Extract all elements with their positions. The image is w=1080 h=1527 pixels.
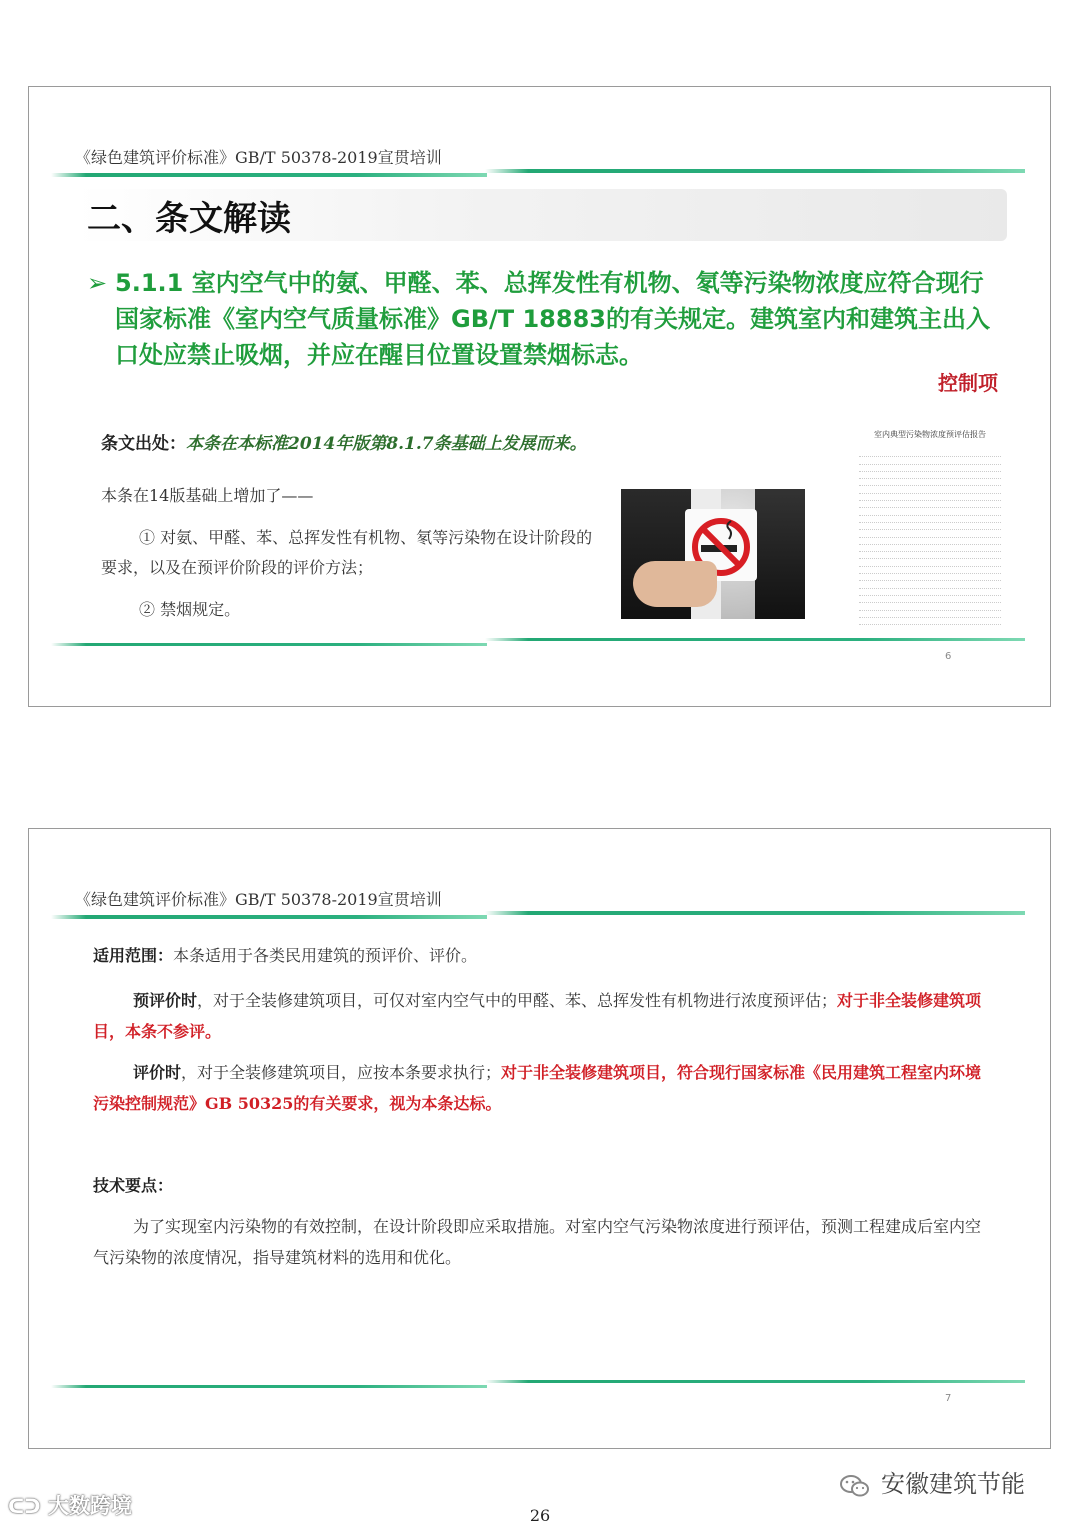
origin-label: 条文出处： xyxy=(101,434,186,454)
hand-shape xyxy=(633,561,717,607)
report-toc-line xyxy=(859,486,1001,493)
footer-rule-right xyxy=(485,638,1025,641)
added-item-2: ② 禁烟规定。 xyxy=(139,600,241,619)
header-rule-left xyxy=(51,173,487,177)
report-toc-line xyxy=(859,472,1001,479)
report-toc-line xyxy=(859,465,1001,472)
footer-rule-left xyxy=(51,643,487,646)
slide-page-number: 7 xyxy=(945,1393,952,1404)
slide-header: 《绿色建筑评价标准》GB/T 50378-2019宣贯培训 xyxy=(75,148,442,167)
suit-shape-right xyxy=(755,489,805,619)
slide-header: 《绿色建筑评价标准》GB/T 50378-2019宣贯培训 xyxy=(75,890,442,909)
tech-label: 技术要点： xyxy=(93,1176,174,1195)
evaluation-paragraph xyxy=(93,1057,993,1119)
report-toc-line xyxy=(859,538,1001,545)
eval-red-text: 对于非全装修建筑项目，符合现行国家标准《民用建筑工程室内环境污染控制规范》GB 50325的有关要求，视为本条达标。 xyxy=(93,1063,982,1113)
wechat-icon xyxy=(840,1473,877,1498)
report-toc-line xyxy=(859,450,1001,457)
report-toc-line xyxy=(859,589,1001,596)
scope-text: 本条适用于各类民用建筑的预评价、评价。 xyxy=(173,946,478,965)
bullet-arrow-icon: ➢ xyxy=(87,269,108,297)
header-rule-right xyxy=(485,169,1025,173)
report-toc-line xyxy=(859,596,1001,603)
report-toc-line xyxy=(859,545,1001,552)
report-toc-line xyxy=(859,552,1001,559)
watermark-logo-icon: ᑕᑐ xyxy=(8,1494,41,1518)
report-toc-line xyxy=(859,611,1001,618)
report-toc-line xyxy=(859,479,1001,486)
pre-eval-red-text: 对于非全装修建筑项目，本条不参评。 xyxy=(93,991,982,1041)
pre-eval-label: 预评价时 xyxy=(133,991,198,1010)
eval-label: 评价时 xyxy=(133,1063,182,1082)
footer-rule-left xyxy=(51,1385,487,1388)
section-title: 二、条文解读 xyxy=(87,199,291,239)
report-toc-line xyxy=(859,457,1001,464)
clause-text: 5.1.1 室内空气中的氨、甲醛、苯、总挥发性有机物、氡等污染物浓度应符合现行国家标准《室内空气质量标准》GB/T 18883的有关规定。建筑室内和建筑主出入口处应禁止吸烟，并应在醒目位置设置禁烟标志。 xyxy=(115,269,990,369)
scope-label: 适用范围： xyxy=(93,946,174,965)
report-toc-line xyxy=(859,508,1001,515)
report-toc-line xyxy=(859,501,1001,508)
added-intro: 本条在14版基础上增加了—— xyxy=(101,486,314,505)
origin-value: 本条在本标准2014年版第8.1.7条基础上发展而来。 xyxy=(186,434,587,454)
eval-text: ，对于全装修建筑项目，应按本条要求执行； xyxy=(181,1063,502,1082)
report-toc-line xyxy=(859,523,1001,530)
report-title: 室内典型污染物浓度预评估报告 xyxy=(874,430,986,439)
technical-points-text: 为了实现室内污染物的有效控制，在设计阶段即应采取措施。对室内空气污染物浓度进行预评估，预测工程建成后室内空气污染物的浓度情况，指导建筑材料的选用和优化。 xyxy=(93,1217,982,1267)
report-toc-line xyxy=(859,618,1001,625)
clause-origin xyxy=(101,429,587,454)
control-item-tag: 控制项 xyxy=(938,371,998,395)
header-rule-left xyxy=(51,915,487,919)
report-toc-line xyxy=(859,567,1001,574)
account-brand xyxy=(840,1464,1025,1499)
slide-page-number: 6 xyxy=(945,651,952,662)
report-toc-line xyxy=(859,494,1001,501)
slide-7 xyxy=(28,828,1051,1449)
report-toc-line xyxy=(859,559,1001,566)
report-toc-line xyxy=(859,516,1001,523)
document-page-number: 26 xyxy=(529,1506,551,1525)
no-smoking-photo xyxy=(621,489,805,619)
technical-points-heading xyxy=(93,1173,173,1196)
brand-text: 安徽建筑节能 xyxy=(881,1470,1025,1498)
footer-rule-right xyxy=(485,1380,1025,1383)
report-toc-line xyxy=(859,574,1001,581)
watermark-text: 大数跨境 xyxy=(47,1494,132,1518)
clause-5-1-1 xyxy=(87,265,1007,373)
applicable-scope xyxy=(93,943,477,966)
pre-evaluation-paragraph xyxy=(93,985,993,1047)
report-thumbnail xyxy=(859,429,1001,629)
report-toc-line xyxy=(859,603,1001,610)
header-rule-right xyxy=(485,911,1025,915)
added-item-1: ① 对氨、甲醛、苯、总挥发性有机物、氡等污染物在设计阶段的要求，以及在预评价阶段的评价方法； xyxy=(101,528,593,577)
pre-eval-text: ，对于全装修建筑项目，可仅对室内空气中的甲醛、苯、总挥发性有机物进行浓度预评估； xyxy=(197,991,838,1010)
slide-6 xyxy=(28,86,1051,707)
report-toc-line xyxy=(859,581,1001,588)
report-toc-line xyxy=(859,530,1001,537)
